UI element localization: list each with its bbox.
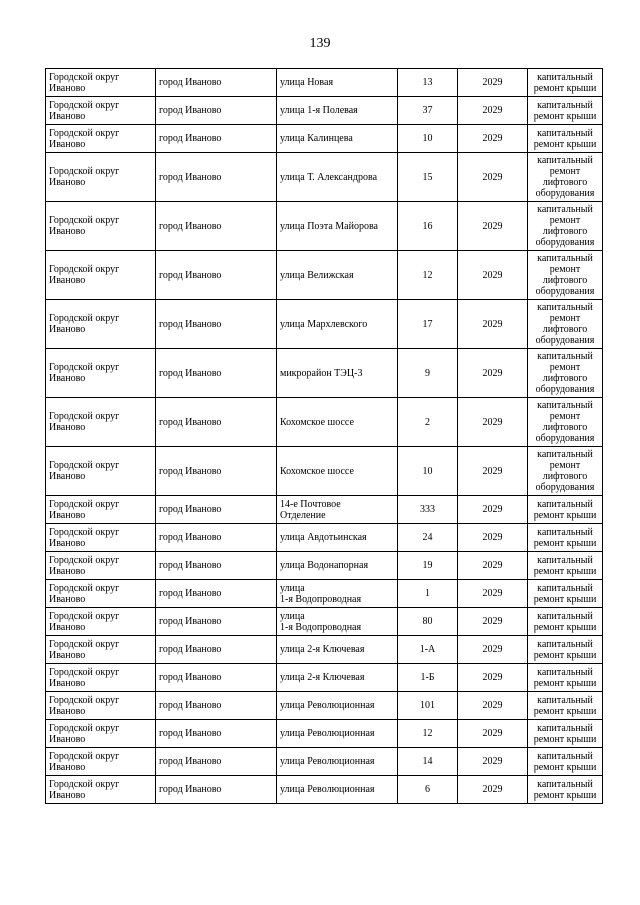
work-type-cell-line: ремонт крыши: [533, 733, 597, 745]
street-cell-line: улица 2-я Ключевая: [280, 672, 365, 683]
municipality-cell: [46, 608, 156, 636]
municipality-cell-line: Городской округ: [49, 264, 120, 275]
work-type-cell-line: капитальный: [537, 778, 593, 790]
municipality-cell: [46, 202, 156, 251]
house-number-cell: 101: [398, 692, 458, 720]
municipality-cell-line: Иваново: [49, 789, 86, 801]
street-cell: [277, 636, 398, 664]
table-row: [46, 496, 603, 524]
year-cell: 2029: [458, 524, 528, 552]
work-type-cell: [528, 69, 603, 97]
locality-cell: город Иваново: [156, 664, 277, 692]
street-cell: [277, 251, 398, 300]
street-cell-line: улица Поэта Майорова: [280, 220, 378, 232]
house-number-cell: 16: [398, 202, 458, 251]
work-type-cell: [528, 97, 603, 125]
municipality-cell: [46, 97, 156, 125]
municipality-cell-line: Иваново: [49, 649, 86, 661]
work-type-cell-line: ремонт: [549, 166, 581, 177]
municipality-cell-line: Иваново: [49, 138, 86, 150]
table-row: [46, 608, 603, 636]
street-cell: [277, 720, 398, 748]
street-cell-line: Отделение: [280, 509, 326, 521]
municipality-cell-line: Иваново: [49, 705, 86, 717]
work-type-cell-line: капитальный: [537, 400, 593, 411]
work-type-cell-line: капитальный: [537, 610, 593, 622]
municipality-cell: [46, 692, 156, 720]
work-type-cell-line: капитальный: [537, 155, 593, 166]
house-number-cell: 37: [398, 97, 458, 125]
work-type-cell-line: ремонт: [549, 411, 581, 422]
work-type-cell-line: лифтового: [542, 324, 588, 335]
municipality-cell-line: Иваново: [49, 324, 86, 335]
work-type-cell-line: капитальный: [537, 302, 593, 313]
work-type-cell-line: капитальный: [537, 526, 593, 538]
municipality-cell: [46, 776, 156, 804]
year-cell: 2029: [458, 125, 528, 153]
municipality-cell-line: Городской округ: [49, 498, 120, 510]
street-cell-line: улица 2-я Ключевая: [280, 644, 365, 655]
street-cell-line: Кохомское шоссе: [280, 416, 354, 428]
street-cell: [277, 398, 398, 447]
house-number-cell: 19: [398, 552, 458, 580]
municipality-cell: [46, 398, 156, 447]
municipality-cell: [46, 300, 156, 349]
year-cell: 2029: [458, 664, 528, 692]
work-type-cell-line: капитальный: [537, 694, 593, 706]
street-cell-line: улица: [280, 582, 305, 594]
street-cell-line: 1-я Водопроводная: [280, 621, 362, 633]
house-number-cell: 1-А: [398, 636, 458, 664]
municipality-cell: [46, 69, 156, 97]
house-number-cell: 13: [398, 69, 458, 97]
table-row: [46, 524, 603, 552]
year-cell: 2029: [458, 692, 528, 720]
municipality-cell-line: Городской округ: [49, 722, 120, 734]
year-cell: 2029: [458, 349, 528, 398]
house-number-cell: 1-Б: [398, 664, 458, 692]
year-cell: 2029: [458, 496, 528, 524]
street-cell-line: микрорайон ТЭЦ-3: [280, 367, 363, 379]
page-number: 139: [309, 36, 331, 51]
table-row: [46, 125, 603, 153]
work-type-cell-line: ремонт крыши: [533, 82, 597, 94]
municipality-cell-line: Иваново: [49, 110, 86, 122]
municipality-cell: [46, 125, 156, 153]
work-type-cell-line: оборудования: [535, 188, 595, 199]
municipality-cell: [46, 720, 156, 748]
work-type-cell: [528, 692, 603, 720]
work-type-cell: [528, 398, 603, 447]
year-cell: 2029: [458, 580, 528, 608]
work-type-cell-line: оборудования: [535, 482, 595, 493]
work-type-cell-line: лифтового: [542, 226, 588, 237]
municipality-cell-line: Иваново: [49, 733, 86, 745]
year-cell: 2029: [458, 748, 528, 776]
municipality-cell-line: Иваново: [49, 621, 86, 633]
year-cell: 2029: [458, 202, 528, 251]
work-type-cell-line: ремонт крыши: [533, 761, 597, 773]
table-row: [46, 580, 603, 608]
work-type-cell-line: лифтового: [542, 373, 588, 384]
work-type-cell-line: капитальный: [537, 99, 593, 111]
locality-cell: город Иваново: [156, 251, 277, 300]
work-type-cell: [528, 496, 603, 524]
locality-cell: город Иваново: [156, 447, 277, 496]
work-type-cell: [528, 153, 603, 202]
repair-schedule-table: [45, 68, 603, 804]
municipality-cell: [46, 664, 156, 692]
table-row: [46, 552, 603, 580]
municipality-cell-line: Городской округ: [49, 411, 120, 422]
table-row: [46, 349, 603, 398]
work-type-cell: [528, 748, 603, 776]
locality-cell: город Иваново: [156, 300, 277, 349]
municipality-cell-line: Иваново: [49, 226, 86, 237]
table-row: [46, 202, 603, 251]
municipality-cell-line: Городской округ: [49, 554, 120, 566]
work-type-cell: [528, 552, 603, 580]
work-type-cell: [528, 608, 603, 636]
house-number-cell: 10: [398, 125, 458, 153]
work-type-cell-line: лифтового: [542, 422, 588, 433]
work-type-cell: [528, 202, 603, 251]
work-type-cell-line: капитальный: [537, 127, 593, 139]
street-cell: [277, 69, 398, 97]
street-cell: [277, 580, 398, 608]
municipality-cell-line: Городской округ: [49, 99, 120, 111]
work-type-cell-line: лифтового: [542, 177, 588, 188]
municipality-cell-line: Иваново: [49, 509, 86, 521]
municipality-cell-line: Городской округ: [49, 362, 120, 373]
street-cell-line: Кохомское шоссе: [280, 465, 354, 477]
municipality-cell-line: Городской округ: [49, 638, 120, 650]
work-type-cell: [528, 580, 603, 608]
year-cell: 2029: [458, 552, 528, 580]
year-cell: 2029: [458, 720, 528, 748]
work-type-cell-line: ремонт крыши: [533, 789, 597, 801]
work-type-cell-line: ремонт крыши: [533, 537, 597, 549]
locality-cell: город Иваново: [156, 398, 277, 447]
municipality-cell: [46, 153, 156, 202]
street-cell-line: 14-е Почтовое: [280, 498, 341, 510]
street-cell-line: улица Т. Александрова: [280, 171, 378, 183]
street-cell: [277, 349, 398, 398]
work-type-cell-line: лифтового: [542, 471, 588, 482]
work-type-cell-line: капитальный: [537, 582, 593, 594]
work-type-cell-line: капитальный: [537, 638, 593, 650]
street-cell-line: улица Революционная: [280, 784, 375, 795]
locality-cell: город Иваново: [156, 97, 277, 125]
street-cell-line: улица Велижская: [280, 269, 354, 281]
work-type-cell-line: ремонт крыши: [533, 565, 597, 577]
work-type-cell-line: оборудования: [535, 335, 595, 346]
locality-cell: город Иваново: [156, 125, 277, 153]
municipality-cell: [46, 524, 156, 552]
work-type-cell-line: ремонт крыши: [533, 705, 597, 717]
work-type-cell-line: оборудования: [535, 433, 595, 444]
street-cell: [277, 300, 398, 349]
year-cell: 2029: [458, 636, 528, 664]
table-row: [46, 300, 603, 349]
municipality-cell-line: Иваново: [49, 82, 86, 94]
street-cell-line: улица Новая: [280, 77, 334, 88]
table-row: [46, 776, 603, 804]
table-row: [46, 97, 603, 125]
work-type-cell-line: ремонт крыши: [533, 138, 597, 150]
work-type-cell-line: капитальный: [537, 204, 593, 215]
municipality-cell-line: Городской округ: [49, 166, 120, 177]
work-type-cell: [528, 251, 603, 300]
municipality-cell: [46, 349, 156, 398]
municipality-cell: [46, 496, 156, 524]
locality-cell: город Иваново: [156, 720, 277, 748]
work-type-cell-line: ремонт крыши: [533, 677, 597, 689]
work-type-cell-line: ремонт: [549, 313, 581, 324]
house-number-cell: 80: [398, 608, 458, 636]
work-type-cell-line: ремонт крыши: [533, 621, 597, 633]
municipality-cell-line: Иваново: [49, 373, 86, 384]
work-type-cell: [528, 125, 603, 153]
house-number-cell: 1: [398, 580, 458, 608]
house-number-cell: 2: [398, 398, 458, 447]
municipality-cell-line: Городской округ: [49, 666, 120, 678]
locality-cell: город Иваново: [156, 748, 277, 776]
street-cell-line: улица Калинцева: [280, 133, 353, 144]
work-type-cell-line: капитальный: [537, 750, 593, 762]
street-cell: [277, 202, 398, 251]
street-cell: [277, 496, 398, 524]
street-cell-line: 1-я Водопроводная: [280, 593, 362, 605]
work-type-cell-line: ремонт крыши: [533, 509, 597, 521]
work-type-cell-line: капитальный: [537, 351, 593, 362]
locality-cell: город Иваново: [156, 776, 277, 804]
locality-cell: город Иваново: [156, 202, 277, 251]
work-type-cell: [528, 524, 603, 552]
street-cell-line: улица Революционная: [280, 756, 375, 767]
locality-cell: город Иваново: [156, 524, 277, 552]
street-cell: [277, 748, 398, 776]
work-type-cell-line: капитальный: [537, 666, 593, 678]
municipality-cell-line: Городской округ: [49, 313, 120, 324]
municipality-cell: [46, 748, 156, 776]
locality-cell: город Иваново: [156, 153, 277, 202]
house-number-cell: 10: [398, 447, 458, 496]
street-cell: [277, 552, 398, 580]
municipality-cell-line: Иваново: [49, 471, 86, 482]
municipality-cell-line: Иваново: [49, 761, 86, 773]
locality-cell: город Иваново: [156, 496, 277, 524]
year-cell: 2029: [458, 398, 528, 447]
house-number-cell: 12: [398, 720, 458, 748]
work-type-cell-line: капитальный: [537, 722, 593, 734]
year-cell: 2029: [458, 447, 528, 496]
table-row: [46, 720, 603, 748]
municipality-cell: [46, 447, 156, 496]
municipality-cell-line: Городской округ: [49, 460, 120, 471]
table-row: [46, 447, 603, 496]
municipality-cell-line: Городской округ: [49, 750, 120, 762]
work-type-cell-line: ремонт: [549, 215, 581, 226]
year-cell: 2029: [458, 251, 528, 300]
house-number-cell: 17: [398, 300, 458, 349]
street-cell-line: улица Революционная: [280, 700, 375, 711]
work-type-cell: [528, 664, 603, 692]
street-cell-line: улица Водонапорная: [280, 560, 369, 571]
street-cell-line: улица: [280, 610, 305, 622]
municipality-cell-line: Городской округ: [49, 610, 120, 622]
table-body: [46, 69, 603, 804]
year-cell: 2029: [458, 153, 528, 202]
year-cell: 2029: [458, 608, 528, 636]
municipality-cell-line: Городской округ: [49, 526, 120, 538]
work-type-cell-line: лифтового: [542, 275, 588, 286]
locality-cell: город Иваново: [156, 608, 277, 636]
street-cell-line: улица 1-я Полевая: [280, 105, 358, 116]
work-type-cell: [528, 776, 603, 804]
street-cell: [277, 153, 398, 202]
year-cell: 2029: [458, 776, 528, 804]
municipality-cell: [46, 251, 156, 300]
work-type-cell-line: ремонт крыши: [533, 110, 597, 122]
municipality-cell-line: Иваново: [49, 677, 86, 689]
work-type-cell-line: капитальный: [537, 71, 593, 83]
street-cell-line: улица Мархлевского: [280, 318, 368, 330]
house-number-cell: 6: [398, 776, 458, 804]
house-number-cell: 15: [398, 153, 458, 202]
table-row: [46, 69, 603, 97]
work-type-cell: [528, 636, 603, 664]
table-row: [46, 153, 603, 202]
locality-cell: город Иваново: [156, 349, 277, 398]
work-type-cell-line: капитальный: [537, 449, 593, 460]
municipality-cell-line: Иваново: [49, 565, 86, 577]
municipality-cell-line: Иваново: [49, 537, 86, 549]
work-type-cell-line: ремонт: [549, 460, 581, 471]
house-number-cell: 9: [398, 349, 458, 398]
year-cell: 2029: [458, 69, 528, 97]
locality-cell: город Иваново: [156, 69, 277, 97]
table-row: [46, 251, 603, 300]
municipality-cell: [46, 636, 156, 664]
municipality-cell-line: Городской округ: [49, 215, 120, 226]
house-number-cell: 24: [398, 524, 458, 552]
locality-cell: город Иваново: [156, 692, 277, 720]
street-cell: [277, 608, 398, 636]
street-cell: [277, 664, 398, 692]
work-type-cell-line: капитальный: [537, 253, 593, 264]
year-cell: 2029: [458, 300, 528, 349]
table-row: [46, 748, 603, 776]
work-type-cell-line: ремонт крыши: [533, 593, 597, 605]
locality-cell: город Иваново: [156, 580, 277, 608]
table-row: [46, 664, 603, 692]
work-type-cell-line: ремонт: [549, 362, 581, 373]
municipality-cell-line: Иваново: [49, 275, 86, 286]
municipality-cell-line: Иваново: [49, 593, 86, 605]
house-number-cell: 14: [398, 748, 458, 776]
street-cell: [277, 447, 398, 496]
street-cell: [277, 524, 398, 552]
house-number-cell: 333: [398, 496, 458, 524]
work-type-cell: [528, 447, 603, 496]
municipality-cell-line: Городской округ: [49, 778, 120, 790]
street-cell: [277, 125, 398, 153]
municipality-cell-line: Иваново: [49, 177, 86, 188]
street-cell: [277, 97, 398, 125]
municipality-cell: [46, 552, 156, 580]
work-type-cell-line: капитальный: [537, 498, 593, 510]
municipality-cell-line: Городской округ: [49, 127, 120, 139]
work-type-cell: [528, 349, 603, 398]
work-type-cell-line: оборудования: [535, 384, 595, 395]
table-row: [46, 636, 603, 664]
work-type-cell-line: оборудования: [535, 286, 595, 297]
locality-cell: город Иваново: [156, 552, 277, 580]
locality-cell: город Иваново: [156, 636, 277, 664]
municipality-cell-line: Городской округ: [49, 694, 120, 706]
work-type-cell: [528, 300, 603, 349]
work-type-cell-line: ремонт: [549, 264, 581, 275]
street-cell: [277, 692, 398, 720]
work-type-cell: [528, 720, 603, 748]
municipality-cell: [46, 580, 156, 608]
street-cell-line: улица Революционная: [280, 728, 375, 739]
work-type-cell-line: капитальный: [537, 554, 593, 566]
work-type-cell-line: ремонт крыши: [533, 649, 597, 661]
year-cell: 2029: [458, 97, 528, 125]
street-cell: [277, 776, 398, 804]
municipality-cell-line: Городской округ: [49, 582, 120, 594]
work-type-cell-line: оборудования: [535, 237, 595, 248]
table-row: [46, 398, 603, 447]
municipality-cell-line: Городской округ: [49, 71, 120, 83]
municipality-cell-line: Иваново: [49, 422, 86, 433]
street-cell-line: улица Авдотьинская: [280, 532, 367, 543]
house-number-cell: 12: [398, 251, 458, 300]
table-row: [46, 692, 603, 720]
